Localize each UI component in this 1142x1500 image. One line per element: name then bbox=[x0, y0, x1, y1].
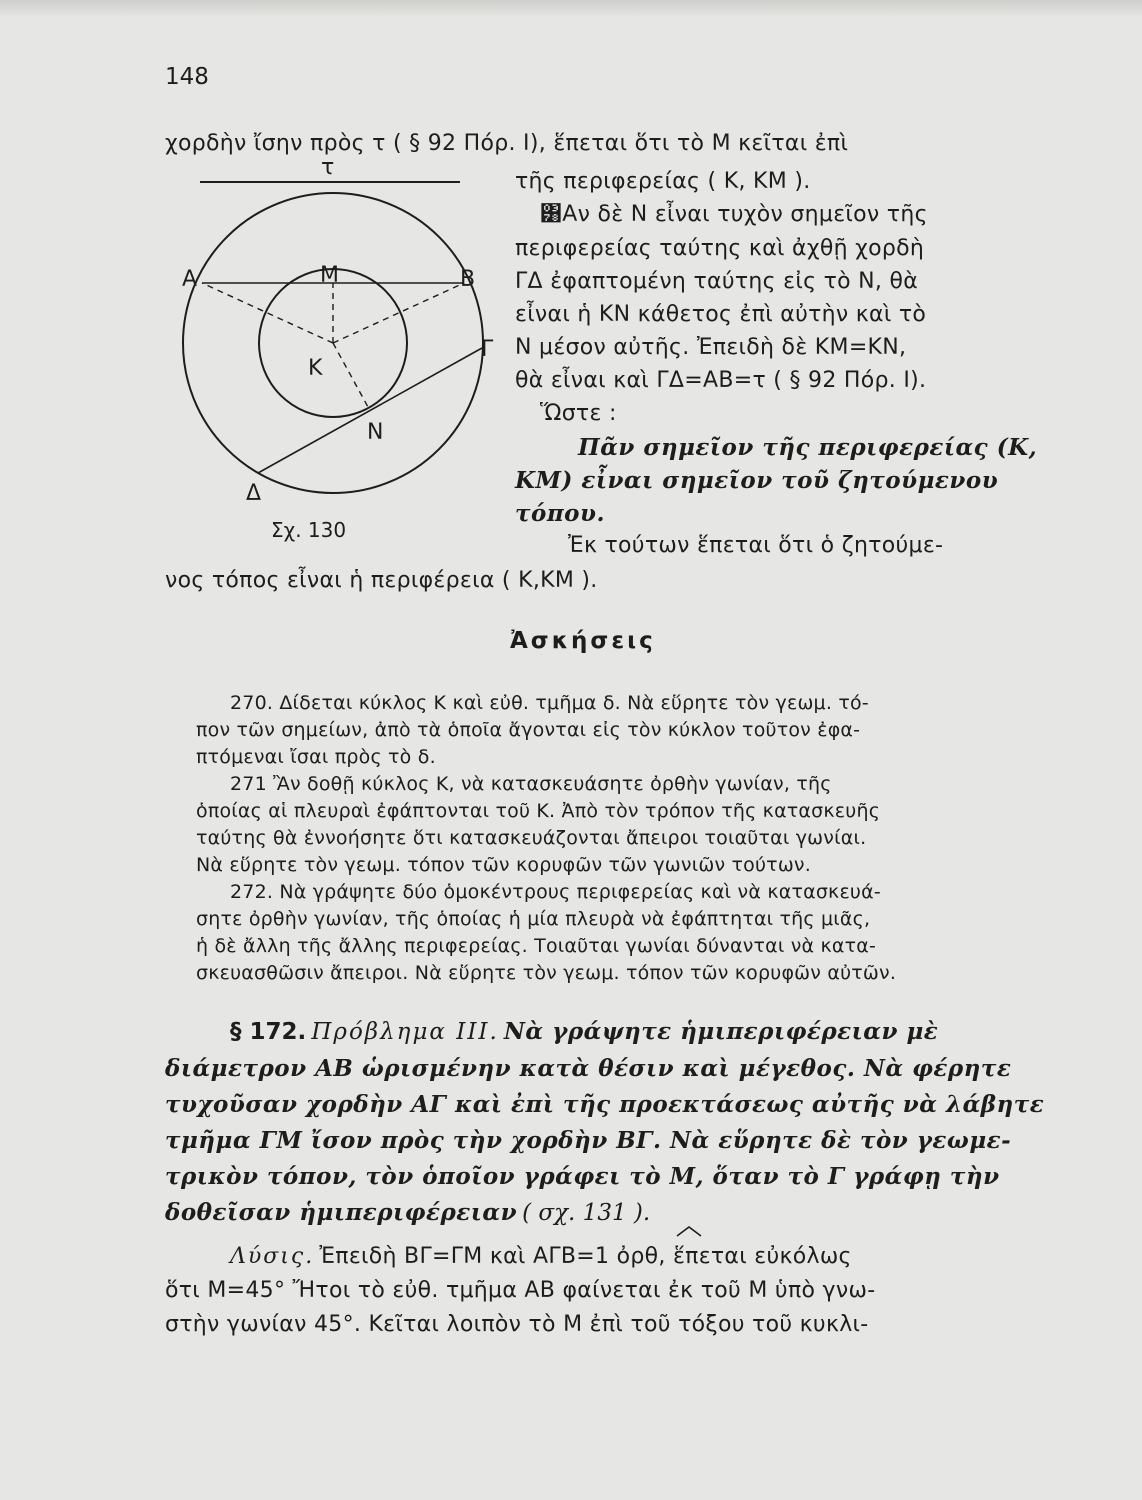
problem-first-line bbox=[230, 1018, 938, 1045]
label-a: Α bbox=[182, 267, 198, 292]
text-line: χορδὴν ἴσην πρὸς τ ( § 92 Πόρ. Ι), ἕπεται ὅτι τὸ Μ κεῖται ἐπὶ bbox=[165, 131, 849, 156]
exercise-line: ὁποίας αἱ πλευραὶ ἐφάπτονται τοῦ Κ. Ἀπὸ τὸν τρόπον τῆς κατασκευῆς bbox=[196, 800, 881, 822]
exercise-line: σκευασθῶσιν ἄπειροι. Νὰ εὕρητε τὸν γεωμ. τόπον τῶν κορυφῶν αὐτῶν. bbox=[196, 962, 897, 984]
exercise-line: ἡ δὲ ἄλλη τῆς ἄλλης περιφερείας. Τοιαῦται γωνίαι δύνανται νὰ κατα- bbox=[196, 935, 877, 957]
text-line: θὰ εἶναι καὶ ΓΔ=ΑΒ=τ ( § 92 Πόρ. Ι). bbox=[515, 368, 927, 393]
text-line: Ἐκ τούτων ἕπεται ὅτι ὁ ζητούμε- bbox=[568, 533, 944, 558]
exercise-line: ταύτης θὰ ἐννοήσητε ὅτι κατασκευάζονται ἄπειροι τοιαῦται γωνίαι. bbox=[196, 827, 867, 849]
figure-reference: ( σχ. 131 ). bbox=[522, 1200, 651, 1226]
problem-line: τυχοῦσαν χορδὴν ΑΓ καὶ ἐπὶ τῆς προεκτάσεως αὐτῆς νὰ λάβητε bbox=[165, 1091, 1045, 1118]
text-line: ͸Αν δὲ Ν εἶναι τυχὸν σημεῖον τῆς bbox=[540, 202, 928, 227]
figure-caption: Σχ. 130 bbox=[271, 518, 347, 542]
text-line: εἶναι ἡ ΚΝ κάθετος ἐπὶ αὐτὴν καὶ τὸ bbox=[515, 302, 927, 327]
dashed-kb bbox=[333, 283, 464, 343]
exercise-line: Νὰ εὕρητε τὸν γεωμ. τόπον τῶν κορυφῶν τῶν γωνιῶν τούτων. bbox=[196, 854, 811, 876]
label-gamma: Γ bbox=[481, 337, 494, 362]
solution-line: ὅτι Μ=45° Ἤτοι τὸ εὐθ. τμῆμα ΑΒ φαίνεται ἐκ τοῦ Μ ὑπὸ γνω- bbox=[165, 1278, 876, 1303]
exercise-line: 272. Νὰ γράψητε δύο ὁμοκέντρους περιφερείας καὶ νὰ κατασκευά- bbox=[230, 881, 881, 903]
problem-line: τμῆμα ΓΜ ἴσον πρὸς τὴν χορδὴν ΒΓ. Νὰ εὕρητε δὲ τὸν γεωμε- bbox=[165, 1127, 1012, 1154]
solution-label: Λύσις. bbox=[230, 1244, 315, 1269]
page-top-edge bbox=[0, 0, 1142, 18]
text-line: ΓΔ ἐφαπτομένη ταύτης εἰς τὸ Ν, θὰ bbox=[515, 269, 919, 294]
label-b: Β bbox=[460, 267, 476, 292]
italic-line: Πᾶν σημεῖον τῆς περιφερείας (Κ, bbox=[578, 434, 1038, 461]
exercise-line: 270. Δίδεται κύκλος Κ καὶ εὐθ. τμῆμα δ. Νὰ εὕρητε τὸν γεωμ. τό- bbox=[230, 692, 869, 714]
problem-text: δοθεῖσαν ἡμιπεριφέρειαν bbox=[165, 1199, 518, 1226]
label-k: Κ bbox=[308, 356, 323, 381]
exercise-line: σητε ὀρθὴν γωνίαν, τῆς ὁποίας ἡ μία πλευρὰ νὰ ἐφάπτηται τῆς μιᾶς, bbox=[196, 908, 871, 930]
problem-label: Πρόβλημα ΙΙΙ. bbox=[311, 1019, 499, 1045]
solution-first-line bbox=[230, 1244, 852, 1269]
page-number: 148 bbox=[165, 64, 209, 90]
problem-text: Νὰ γράψητε ἡμιπεριφέρειαν μὲ bbox=[503, 1018, 939, 1045]
text-line: Ὥστε : bbox=[540, 401, 617, 426]
label-delta: Δ bbox=[246, 481, 262, 506]
italic-line: ΚΜ) εἶναι σημεῖον τοῦ ζητούμενου bbox=[515, 467, 999, 494]
problem-last-line bbox=[165, 1199, 650, 1226]
text-line: τῆς περιφερείας ( Κ, ΚΜ ). bbox=[515, 169, 811, 194]
exercise-line: 271 Ἂν δοθῇ κύκλος Κ, νὰ κατασκευάσητε ὀρθὴν γωνίαν, τῆς bbox=[230, 773, 832, 795]
text-line: περιφερείας ταύτης καὶ ἀχθῇ χορδὴ bbox=[515, 236, 925, 261]
label-tau: τ bbox=[321, 160, 335, 180]
angle-hat-icon bbox=[676, 1225, 702, 1237]
dashed-ka bbox=[202, 283, 333, 343]
text-line: νος τόπος εἶναι ἡ περιφέρεια ( Κ,ΚΜ ). bbox=[165, 568, 598, 593]
exercise-line: πον τῶν σημείων, ἀπὸ τὰ ὁποῖα ἄγονται εἰς τὸν κύκλον τοῦτον ἐφα- bbox=[196, 719, 861, 741]
section-number: § 172. bbox=[230, 1019, 307, 1045]
exercises-heading: Ἀσκήσεις bbox=[510, 628, 656, 654]
label-n: Ν bbox=[367, 420, 384, 445]
exercise-line: πτόμεναι ἴσαι πρὸς τὸ δ. bbox=[196, 746, 436, 768]
solution-text: Ἐπειδὴ ΒΓ=ΓΜ καὶ ΑΓΒ=1 ὀρθ, ἕπεται εὐκόλως bbox=[319, 1244, 852, 1269]
italic-line: τόπου. bbox=[515, 500, 605, 527]
label-m: Μ bbox=[320, 263, 339, 288]
chord-gamma-delta bbox=[258, 348, 482, 473]
problem-line: τρικὸν τόπον, τὸν ὁποῖον γράφει τὸ Μ, ὅταν τὸ Γ γράφῃ τὴν bbox=[165, 1163, 1000, 1190]
dashed-kn bbox=[333, 343, 368, 407]
problem-line: διάμετρον ΑΒ ὡρισμένην κατὰ θέσιν καὶ μέγεθος. Νὰ φέρητε bbox=[165, 1055, 1012, 1082]
text-line: Ν μέσον αὐτῆς. Ἐπειδὴ δὲ ΚΜ=ΚΝ, bbox=[515, 335, 907, 360]
solution-line: στὴν γωνίαν 45°. Κεῖται λοιπὸν τὸ Μ ἐπὶ τοῦ τόξου τοῦ κυκλι- bbox=[165, 1312, 869, 1337]
figure-130 bbox=[170, 160, 510, 550]
